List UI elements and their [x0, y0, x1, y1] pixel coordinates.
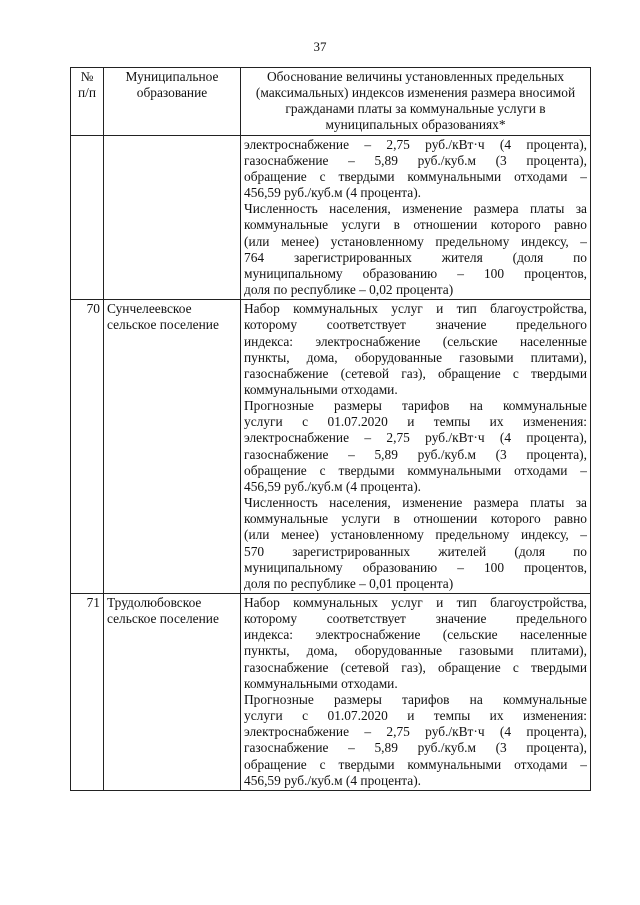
description-line: муниципальному образованию – 100 процентов, [244, 559, 587, 575]
description-line: которому соответствует значение предельного [244, 611, 587, 627]
municipal-index-table [70, 67, 591, 791]
description-line: (или менее) установленному предельному индексу, – [244, 527, 587, 543]
description-line: 456,59 руб./куб.м (4 процента). [244, 772, 422, 788]
header-municipality: Муниципальное образование [104, 68, 241, 136]
description-line: муниципальному образованию – 100 процентов, [244, 265, 587, 281]
description-line: коммунальные услуги в отношении которого равно [244, 217, 587, 233]
description-paragraph [244, 495, 587, 592]
description-line: газоснабжение – 5,89 руб./куб.м (3 процента), [244, 152, 587, 168]
description-line: обращение с твердыми коммунальными отходами – [244, 168, 587, 184]
table-header-row [71, 68, 591, 136]
description-line: Прогнозные размеры тарифов на коммунальные [244, 691, 587, 707]
description-line: 456,59 руб./куб.м (4 процента). [244, 185, 422, 201]
description-line: электроснабжение – 2,75 руб./кВт·ч (4 процента), [244, 430, 587, 446]
table-row [71, 594, 591, 791]
table-body [71, 135, 591, 790]
row-description [241, 300, 591, 594]
description-line: индекса: электроснабжение (сельские населенные [244, 333, 587, 349]
description-line: газоснабжение (сетевой газ), обращение с твердыми [244, 365, 587, 381]
description-line: 570 зарегистрированных жителей (доля по [244, 543, 587, 559]
description-paragraph [244, 692, 587, 789]
page-number: 37 [313, 39, 327, 54]
description-line: доля по республике – 0,02 процента) [244, 282, 454, 298]
row-number [71, 135, 104, 300]
description-line: Набор коммунальных услуг и тип благоустройства, [244, 595, 587, 610]
row-municipality: Сунчелеевское сельское поселение [104, 300, 241, 594]
description-line: газоснабжение (сетевой газ), обращение с твердыми [244, 659, 587, 675]
description-paragraph [244, 398, 587, 495]
description-line: (или менее) установленному предельному индексу, – [244, 233, 587, 249]
description-line: услуги с 01.07.2020 и темпы их изменения: [244, 414, 587, 430]
description-paragraph [244, 201, 587, 298]
description-line: Прогнозные размеры тарифов на коммунальные [244, 398, 587, 414]
row-number: 71 [71, 594, 104, 791]
description-line: Численность населения, изменение размера платы за [244, 201, 587, 217]
description-line: услуги с 01.07.2020 и темпы их изменения: [244, 708, 587, 724]
description-line: Численность населения, изменение размера платы за [244, 495, 587, 511]
description-line: 764 зарегистрированных жителя (доля по [244, 249, 587, 265]
description-line: электроснабжение – 2,75 руб./кВт·ч (4 процента), [244, 136, 587, 152]
description-line: пункты, дома, оборудованные газовыми плитами), [244, 643, 587, 659]
description-line: коммунальными отходами. [244, 675, 398, 691]
description-line: газоснабжение – 5,89 руб./куб.м (3 процента), [244, 740, 587, 756]
description-line: коммунальными отходами. [244, 381, 398, 397]
description-line: 456,59 руб./куб.м (4 процента). [244, 478, 422, 494]
row-number: 70 [71, 300, 104, 594]
description-line: Набор коммунальных услуг и тип благоустройства, [244, 301, 587, 317]
row-municipality: Трудолюбовское сельское поселение [104, 594, 241, 791]
row-description [241, 135, 591, 300]
description-line: газоснабжение – 5,89 руб./куб.м (3 процента), [244, 446, 587, 462]
description-paragraph [244, 301, 587, 398]
table-row [71, 300, 591, 594]
description-line: пункты, дома, оборудованные газовыми плитами), [244, 349, 587, 365]
header-description: Обоснование величины установленных предельных (максимальных) индексов изменения размера вносимой гражданами платы за коммунальные услуги в муниципальных образованиях* [241, 68, 591, 136]
description-line: обращение с твердыми коммунальными отходами – [244, 462, 587, 478]
description-paragraph [244, 137, 587, 202]
table-row [71, 135, 591, 300]
description-line: индекса: электроснабжение (сельские населенные [244, 627, 587, 643]
description-line: обращение с твердыми коммунальными отходами – [244, 756, 587, 772]
header-number: № п/п [71, 68, 104, 136]
row-description [241, 594, 591, 791]
description-line: доля по республике – 0,01 процента) [244, 575, 454, 591]
description-line: которому соответствует значение предельного [244, 317, 587, 333]
row-municipality [104, 135, 241, 300]
description-line: электроснабжение – 2,75 руб./кВт·ч (4 процента), [244, 724, 587, 740]
description-line: коммунальные услуги в отношении которого равно [244, 511, 587, 527]
description-paragraph [244, 595, 587, 692]
